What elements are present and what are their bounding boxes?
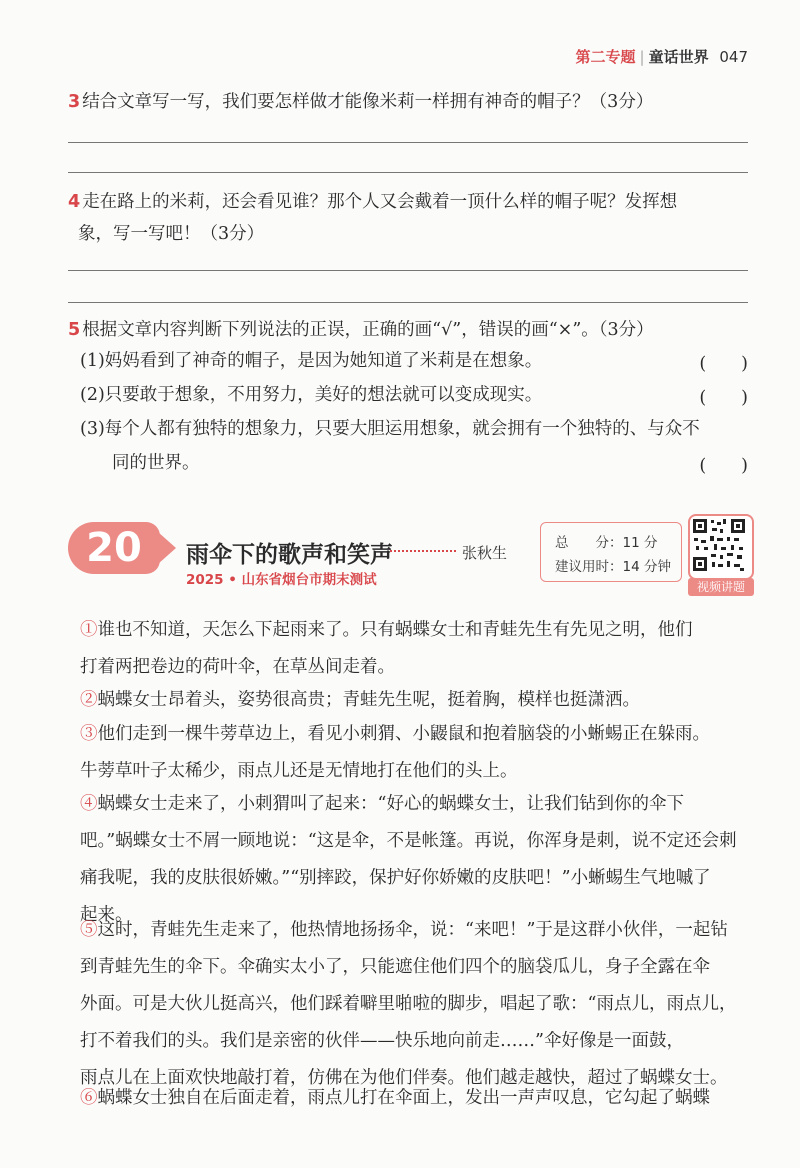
paragraph-number: ② [80,690,98,710]
question-3 [68,86,748,118]
answer-line[interactable] [68,270,748,271]
judge-item-3: (3)每个人都有独特的想象力，只要大胆运用想象，就会拥有一个独特的、与众不 [80,419,700,439]
qr-code-icon[interactable] [688,514,754,580]
judge-item-2: (2)只要敢于想象，不用努力，美好的想法就可以变成现实。 [80,385,543,405]
answer-paren-3[interactable]: ( ) [699,456,748,476]
paragraph-6: ⑥蜗蝶女士独自在后面走着，雨点儿打在伞面上，发出一声声叹息，它勾起了蜗蝶 [80,1088,710,1108]
header-world: 童话世界 [648,48,709,66]
answer-line[interactable] [68,172,748,173]
paragraph-3: ③他们走到一棵牛蒡草边上，看见小刺猬、小鼹鼠和抱着脑袋的小蜥蜴正在躲雨。 牛蒡草叶子太稀少，雨点儿还是无情地打在他们的头上。 [80,724,710,781]
answer-paren-2[interactable]: ( ) [699,388,748,408]
page-number: 047 [719,48,748,66]
total-score: 总 分：11 分 [555,535,658,551]
question-number: 4 [68,192,81,212]
video-explain-label[interactable]: 视频讲题 [688,578,754,596]
lesson-number-badge: 20 [68,522,160,574]
title-dots [390,550,456,552]
paragraph-5: ⑤这时，青蛙先生走来了，他热情地扬扬伞，说：“来吧！”于是这群小伙伴，一起钻 到青蛙先生的伞下。伞确实太小了，只能遮住他们四个的脑袋瓜儿，身子全露在伞 外面。可是大伙儿挺高兴，他们踩着噼里啪啦的脚步，唱起了歌：“雨点儿，雨点儿， 打不着我们的头。我们是亲密的伙伴——快乐地向前走……”伞好像是一面鼓， 雨点儿在上面欢快地敲打着，仿佛在为他们伴奏。他们越走越快，超过了蜗蝶女士。 [80,920,737,1088]
suggested-time: 建议用时：14 分钟 [555,559,671,575]
paragraph-2: ②蜗蝶女士昂着头，姿势很高贵；青蛙先生呢，挺着胸，模样也挺潇洒。 [80,690,640,710]
paragraph-number: ④ [80,794,98,814]
question-number: 5 [68,320,81,340]
question-number: 3 [68,92,81,112]
info-box [540,522,682,582]
judge-item-3-cont: 同的世界。 [112,453,200,473]
answer-line[interactable] [68,302,748,303]
answer-paren-1[interactable]: ( ) [699,354,748,374]
question-4 [68,186,748,250]
lesson-author: 张秋生 [462,544,508,562]
question-text-line1: 走在路上的米莉，还会看见谁？那个人又会戴着一顶什么样的帽子呢？发挥想 [82,192,678,212]
paragraph-number: ③ [80,724,98,744]
question-text: 结合文章写一写，我们要怎样做才能像米莉一样拥有神奇的帽子？（3分） [82,92,654,112]
judge-item-1: (1)妈妈看到了神奇的帽子，是因为她知道了米莉是在想象。 [80,351,543,371]
header-topic: 第二专题 [575,48,636,66]
question-text: 根据文章内容判断下列说法的正误，正确的画“√”，错误的画“×”。（3分） [82,320,654,340]
question-text-line2: 象，写一写吧！（3分） [78,224,265,244]
paragraph-number: ⑥ [80,1088,98,1108]
paragraph-number: ① [80,620,98,640]
paragraph-number: ⑤ [80,920,98,940]
paragraph-4: ④蜗蝶女士走来了，小刺猬叫了起来：“好心的蜗蝶女士，让我们钻到你的伞下 吧。”蜗蝶女士不屑一顾地说：“这是伞，不是帐篷。再说，你浑身是刺，说不定还会刺 痛我呢，我的皮肤很娇嫩。”“别摔跤，保护好你娇嫩的皮肤吧！”小蜥蜴生气地嘁了 起来。 [80,794,737,925]
lesson-title: 雨伞下的歌声和笑声 [186,542,393,568]
paragraph-1: ①谁也不知道，天怎么下起雨来了。只有蜗蝶女士和青蛙先生有先见之明，他们 打着两把卷边的荷叶伞，在草丛间走着。 [80,620,693,677]
page-header: 第二专题 | 童话世界 047 [575,48,748,66]
answer-line[interactable] [68,142,748,143]
question-5 [68,314,748,346]
exam-source: 2025 • 山东省烟台市期末测试 [186,572,377,588]
